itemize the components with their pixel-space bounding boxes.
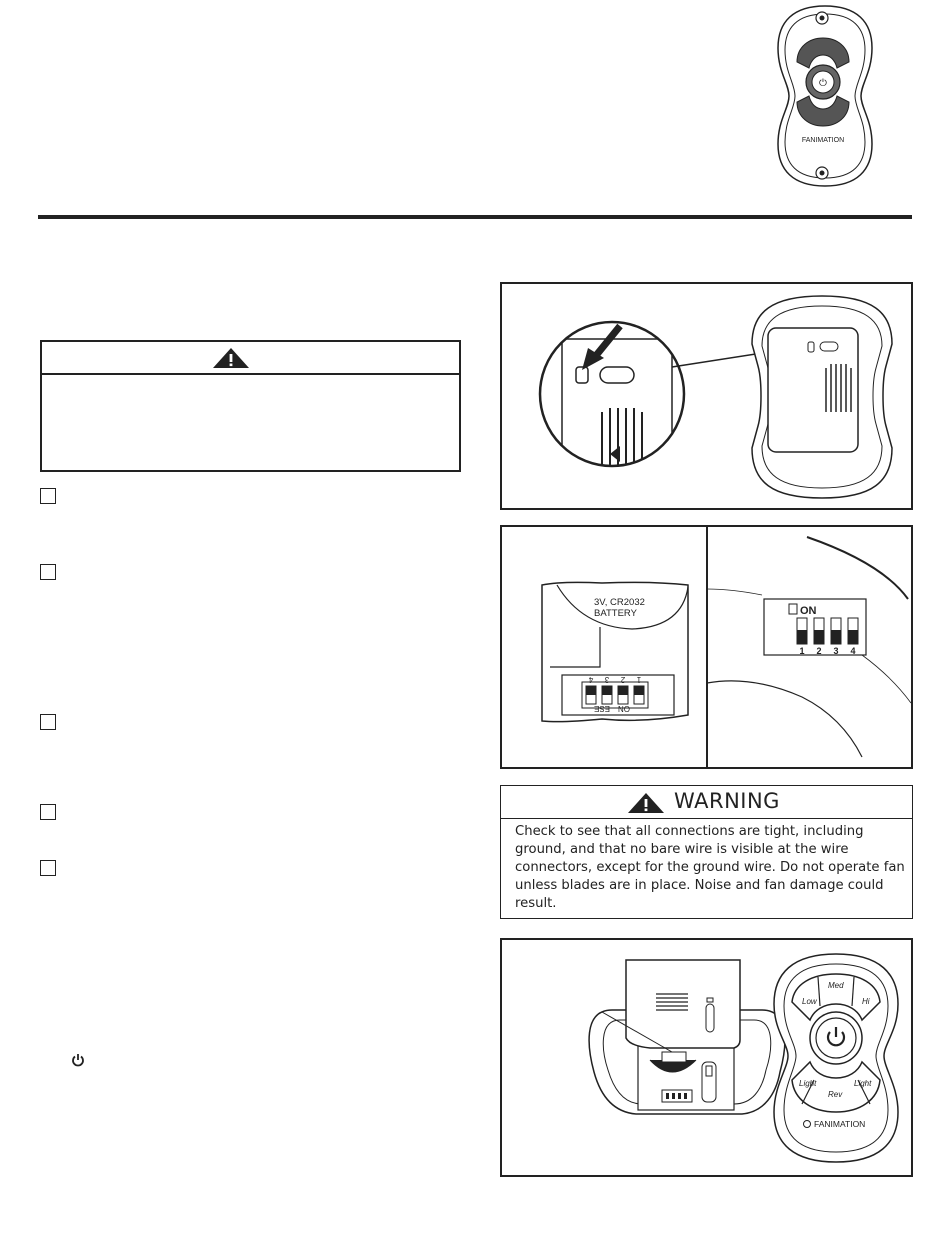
figure-remote-front xyxy=(500,938,913,1177)
warning-triangle-icon xyxy=(627,792,665,814)
fan-warning-header xyxy=(501,786,912,819)
remote-thumbnail xyxy=(775,2,875,190)
dip-zoom-number: 1 xyxy=(799,646,805,656)
dip-zoom-on-label: ON xyxy=(800,605,817,617)
step-checkbox-1[interactable] xyxy=(40,488,56,504)
battery-dip-number: 4 xyxy=(588,675,594,684)
remote-brand-small: FANIMATION xyxy=(801,137,845,144)
battery-dip-number: 2 xyxy=(620,675,626,684)
button-hi-label[interactable]: Hi xyxy=(862,997,870,1006)
warning-title: WARNING xyxy=(674,789,780,813)
dip-zoom-number: 2 xyxy=(816,646,822,656)
battery-dip-number: 1 xyxy=(636,675,642,684)
button-low-label[interactable]: Low xyxy=(802,997,817,1006)
button-light-right-label[interactable]: Light xyxy=(854,1079,872,1088)
button-rev-label[interactable]: Rev xyxy=(828,1090,843,1099)
button-med-label[interactable]: Med xyxy=(828,981,844,990)
battery-dip-number: 3 xyxy=(604,675,610,684)
dip-zoom-number: 3 xyxy=(833,646,839,656)
dip-zoom-number: 4 xyxy=(850,646,856,656)
battery-label-line1: 3V, CR2032 xyxy=(594,597,645,608)
warning-body: Check to see that all connections are tight, including ground, and that no bare wire is visible at the wire connectors, except for the ground wire. Do not operate fan unless blades are in place. Noise and fan damage could result. xyxy=(515,824,905,911)
figure-dip-switches xyxy=(500,525,913,769)
battery-dip-ese-label: ESE xyxy=(593,704,611,713)
fan-warning-box xyxy=(500,785,913,919)
warning-triangle-icon xyxy=(212,347,250,369)
step-checkbox-4[interactable] xyxy=(40,804,56,820)
step-checkbox-3[interactable] xyxy=(40,714,56,730)
figure-battery-cover xyxy=(500,282,913,510)
svg-text:⏻: ⏻ xyxy=(819,78,827,89)
button-light-left-label[interactable]: Light xyxy=(799,1079,817,1088)
left-warning-box xyxy=(40,340,461,472)
power-icon xyxy=(71,1053,85,1067)
section-divider xyxy=(38,215,912,219)
remote-brand: FANIMATION xyxy=(814,1119,866,1129)
battery-dip-on-label: ON xyxy=(618,704,630,713)
left-warning-header xyxy=(42,342,459,375)
step-checkbox-5[interactable] xyxy=(40,860,56,876)
battery-label-line2: BATTERY xyxy=(594,608,637,619)
step-checkbox-2[interactable] xyxy=(40,564,56,580)
